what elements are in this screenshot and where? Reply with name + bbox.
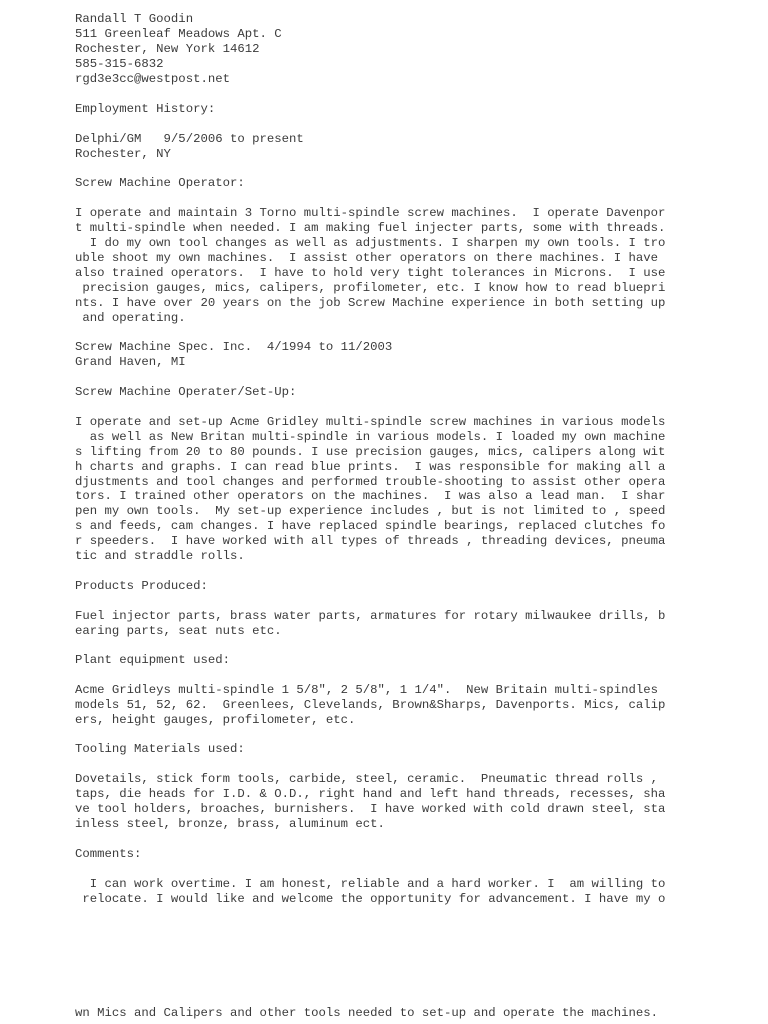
job-description-line: pen my own tools. My set-up experience includes , but is not limited to , speed [75, 504, 666, 518]
job-description-line: I operate and set-up Acme Gridley multi-spindle screw machines in various models [75, 415, 666, 429]
comments-line: wn Mics and Calipers and other tools needed to set-up and operate the machines. [75, 1006, 658, 1020]
phone-number: 585-315-6832 [75, 57, 164, 71]
comments-line: I can work overtime. I am honest, reliable and a hard worker. I am willing to [75, 877, 666, 891]
job-description-line: also trained operators. I have to hold very tight tolerances in Microns. I use [75, 266, 666, 280]
job-employer-dates: Delphi/GM 9/5/2006 to present [75, 132, 304, 146]
candidate-name: Randall T Goodin [75, 12, 194, 26]
job-description-line: s and feeds, cam changes. I have replaced spindle bearings, replaced clutches fo [75, 519, 666, 533]
section-heading-comments: Comments: [75, 847, 142, 861]
job-description-line: I do my own tool changes as well as adjustments. I sharpen my own tools. I tro [75, 236, 666, 250]
comments-line: relocate. I would like and welcome the opportunity for advancement. I have my o [75, 892, 666, 906]
products-line: earing parts, seat nuts etc. [75, 624, 282, 638]
job-location: Rochester, NY [75, 147, 171, 161]
job-description-line: r speeders. I have worked with all types of threads , threading devices, pneuma [75, 534, 666, 548]
job-description-line: tors. I trained other operators on the machines. I was also a lead man. I shar [75, 489, 666, 503]
tooling-line: inless steel, bronze, brass, aluminum ect. [75, 817, 385, 831]
email-address: rgd3e3cc@westpost.net [75, 72, 230, 86]
tooling-line: ve tool holders, broaches, burnishers. I have worked with cold drawn steel, sta [75, 802, 666, 816]
job-description-line: I operate and maintain 3 Torno multi-spindle screw machines. I operate Davenpor [75, 206, 666, 220]
job-description-line: h charts and graphs. I can read blue prints. I was responsible for making all a [75, 460, 666, 474]
address-city: Rochester, New York 14612 [75, 42, 260, 56]
job-description-line: tic and straddle rolls. [75, 549, 245, 563]
section-heading-equipment: Plant equipment used: [75, 653, 230, 667]
job-description-line: s lifting from 20 to 80 pounds. I use precision gauges, mics, calipers along wit [75, 445, 666, 459]
address-street: 511 Greenleaf Meadows Apt. C [75, 27, 282, 41]
job-description-line: and operating. [75, 311, 186, 325]
job-location: Grand Haven, MI [75, 355, 186, 369]
section-heading-employment: Employment History: [75, 102, 216, 116]
job-title: Screw Machine Operater/Set-Up: [75, 385, 297, 399]
job-description-line: as well as New Britan multi-spindle in various models. I loaded my own machine [75, 430, 666, 444]
job-description-line: t multi-spindle when needed. I am making fuel injecter parts, some with threads. [75, 221, 666, 235]
job-title: Screw Machine Operator: [75, 176, 245, 190]
job-description-line: djustments and tool changes and performed trouble-shooting to assist other opera [75, 475, 666, 489]
job-description-line: precision gauges, mics, calipers, profilometer, etc. I know how to read bluepri [75, 281, 666, 295]
equipment-line: ers, height gauges, profilometer, etc. [75, 713, 356, 727]
job-description-line: uble shoot my own machines. I assist other operators on there machines. I have [75, 251, 658, 265]
tooling-line: taps, die heads for I.D. & O.D., right hand and left hand threads, recesses, sha [75, 787, 666, 801]
tooling-line: Dovetails, stick form tools, carbide, steel, ceramic. Pneumatic thread rolls , [75, 772, 658, 786]
section-heading-tooling: Tooling Materials used: [75, 742, 245, 756]
equipment-line: models 51, 52, 62. Greenlees, Clevelands, Brown&Sharps, Davenports. Mics, calip [75, 698, 666, 712]
products-line: Fuel injector parts, brass water parts, armatures for rotary milwaukee drills, b [75, 609, 666, 623]
equipment-line: Acme Gridleys multi-spindle 1 5/8", 2 5/8", 1 1/4". New Britain multi-spindles [75, 683, 658, 697]
section-heading-products: Products Produced: [75, 579, 208, 593]
job-employer-dates: Screw Machine Spec. Inc. 4/1994 to 11/2003 [75, 340, 393, 354]
job-description-line: nts. I have over 20 years on the job Screw Machine experience in both setting up [75, 296, 666, 310]
